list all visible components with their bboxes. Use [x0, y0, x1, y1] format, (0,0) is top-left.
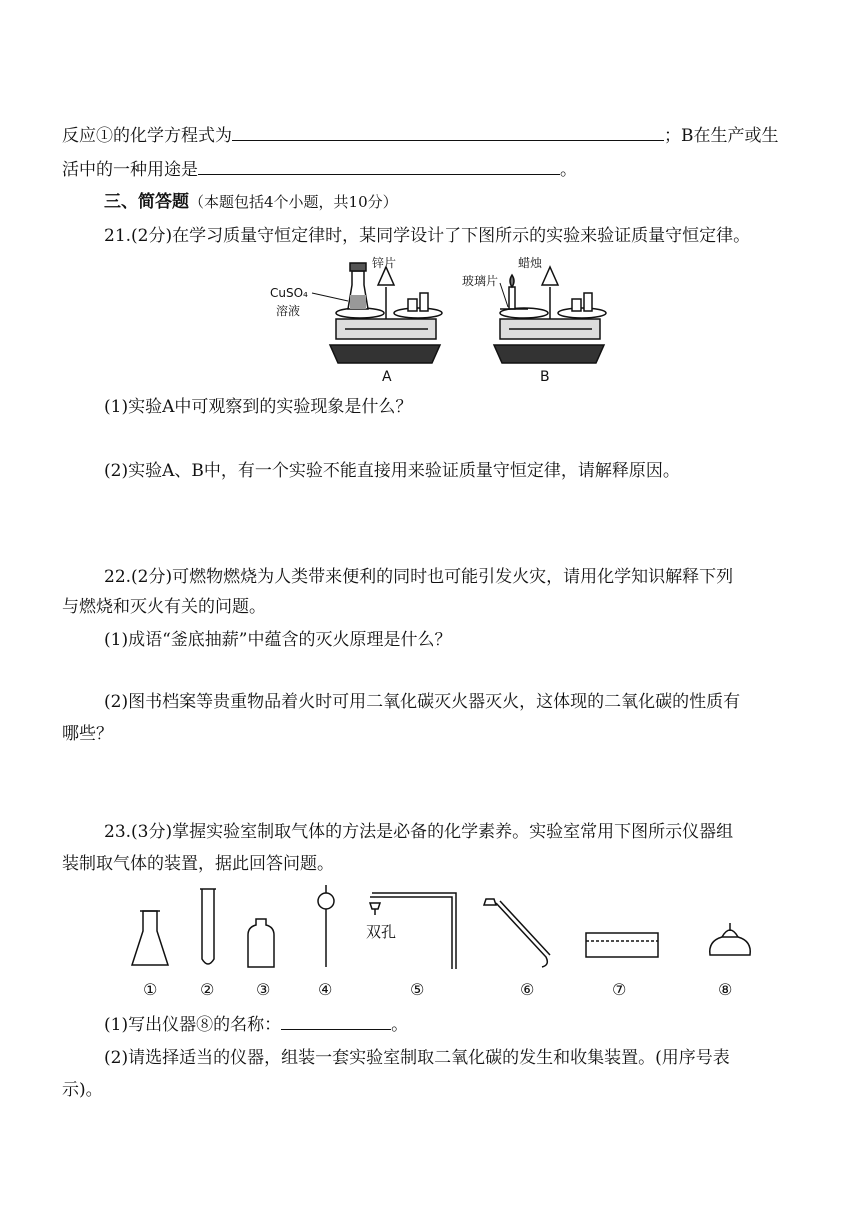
- q21-sub-1: (1)实验A中可观察到的实验现象是什么？: [104, 397, 413, 417]
- funnel-bulb: [318, 893, 334, 909]
- fig-a-label: A: [382, 369, 392, 385]
- gas-jar: [248, 919, 274, 967]
- q23-sub-1-prefix: (1)写出仪器⑧的名称：: [104, 1015, 282, 1035]
- fig-a-cuso4-label: CuSO₄: [270, 286, 308, 300]
- section-3-title: 三、简答题: [104, 192, 189, 212]
- q22-stem-2: 与燃烧和灭火有关的问题。: [62, 597, 266, 617]
- fig-b-label: B: [540, 369, 550, 385]
- q20-use-suffix: 。: [560, 160, 577, 180]
- fig-b-glass-label: 玻璃片: [462, 274, 499, 288]
- q21-sub-2: (2)实验A、B中，有一个实验不能直接用来验证质量守恒定律，请解释原因。: [104, 461, 680, 481]
- q23-sub-1-blank[interactable]: [281, 1029, 391, 1030]
- balance-b: [494, 267, 606, 363]
- q20-use-prefix: 活中的一种用途是: [62, 160, 198, 180]
- apparatus-number: ⑦: [612, 980, 627, 999]
- section-3-header: [104, 194, 398, 211]
- q20-use-line: [62, 162, 577, 179]
- apparatus-number: ⑧: [718, 980, 733, 999]
- q23-sub-2a: (2)请选择适当的仪器，组装一套实验室制取二氧化碳的发生和收集装置。(用序号表: [104, 1048, 730, 1068]
- fig-a-zinc-label: 锌片: [372, 256, 397, 270]
- q22-sub-2a: (2)图书档案等贵重物品着火时可用二氧化碳灭火器灭火，这体现的二氧化碳的性质有: [104, 692, 741, 712]
- test-tube: [202, 889, 214, 964]
- apparatus-number: ⑥: [520, 980, 535, 999]
- apparatus-number: ①: [143, 980, 158, 999]
- q23-stem-1: 23.(3分)掌握实验室制取气体的方法是必备的化学素养。实验室常用下图所示仪器组: [104, 822, 734, 842]
- apparatus-number: ⑤: [410, 980, 425, 999]
- q22-sub-2b: 哪些？: [62, 724, 113, 744]
- water-trough: [586, 933, 658, 957]
- balance-a: [330, 263, 442, 363]
- apparatus-number: ②: [200, 980, 215, 999]
- section-3-note: （本题包括4个小题，共10分）: [189, 193, 398, 211]
- q20-use-blank[interactable]: [198, 174, 560, 175]
- q23-sub-1-suffix: 。: [391, 1015, 409, 1035]
- q22-stem-1: 22.(2分)可燃物燃烧为人类带来便利的同时也可能引发火灾，请用化学知识解释下列: [104, 567, 734, 587]
- q21-stem: 21.(2分)在学习质量守恒定律时，某同学设计了下图所示的实验来验证质量守恒定律。: [104, 226, 751, 246]
- q20-equation-prefix: 反应①的化学方程式为: [62, 126, 232, 146]
- fig-b-candle-label: 蜡烛: [518, 256, 543, 270]
- q23-apparatus-figure: [0, 875, 860, 1005]
- q23-sub-2b: 示)。: [62, 1080, 103, 1100]
- bent-tube: [484, 899, 496, 905]
- double-hole-label: 双孔: [366, 923, 397, 941]
- q20-equation-blank[interactable]: [232, 140, 664, 141]
- conical-flask: [132, 911, 168, 965]
- alcohol-lamp: [710, 937, 751, 955]
- fig-a-solution-label: 溶液: [276, 304, 301, 318]
- apparatus-number: ③: [256, 980, 271, 999]
- stopper-tube: [370, 903, 380, 909]
- q23-sub-1: [104, 1017, 408, 1034]
- q21-balance-figure: [0, 245, 860, 395]
- apparatus-number: ④: [318, 980, 333, 999]
- q22-sub-1: (1)成语“釜底抽薪”中蕴含的灭火原理是什么？: [104, 630, 452, 650]
- q20-equation-line: [62, 128, 779, 145]
- q23-stem-2: 装制取气体的装置，据此回答问题。: [62, 854, 334, 874]
- q20-equation-suffix: ；B在生产或生: [664, 126, 779, 146]
